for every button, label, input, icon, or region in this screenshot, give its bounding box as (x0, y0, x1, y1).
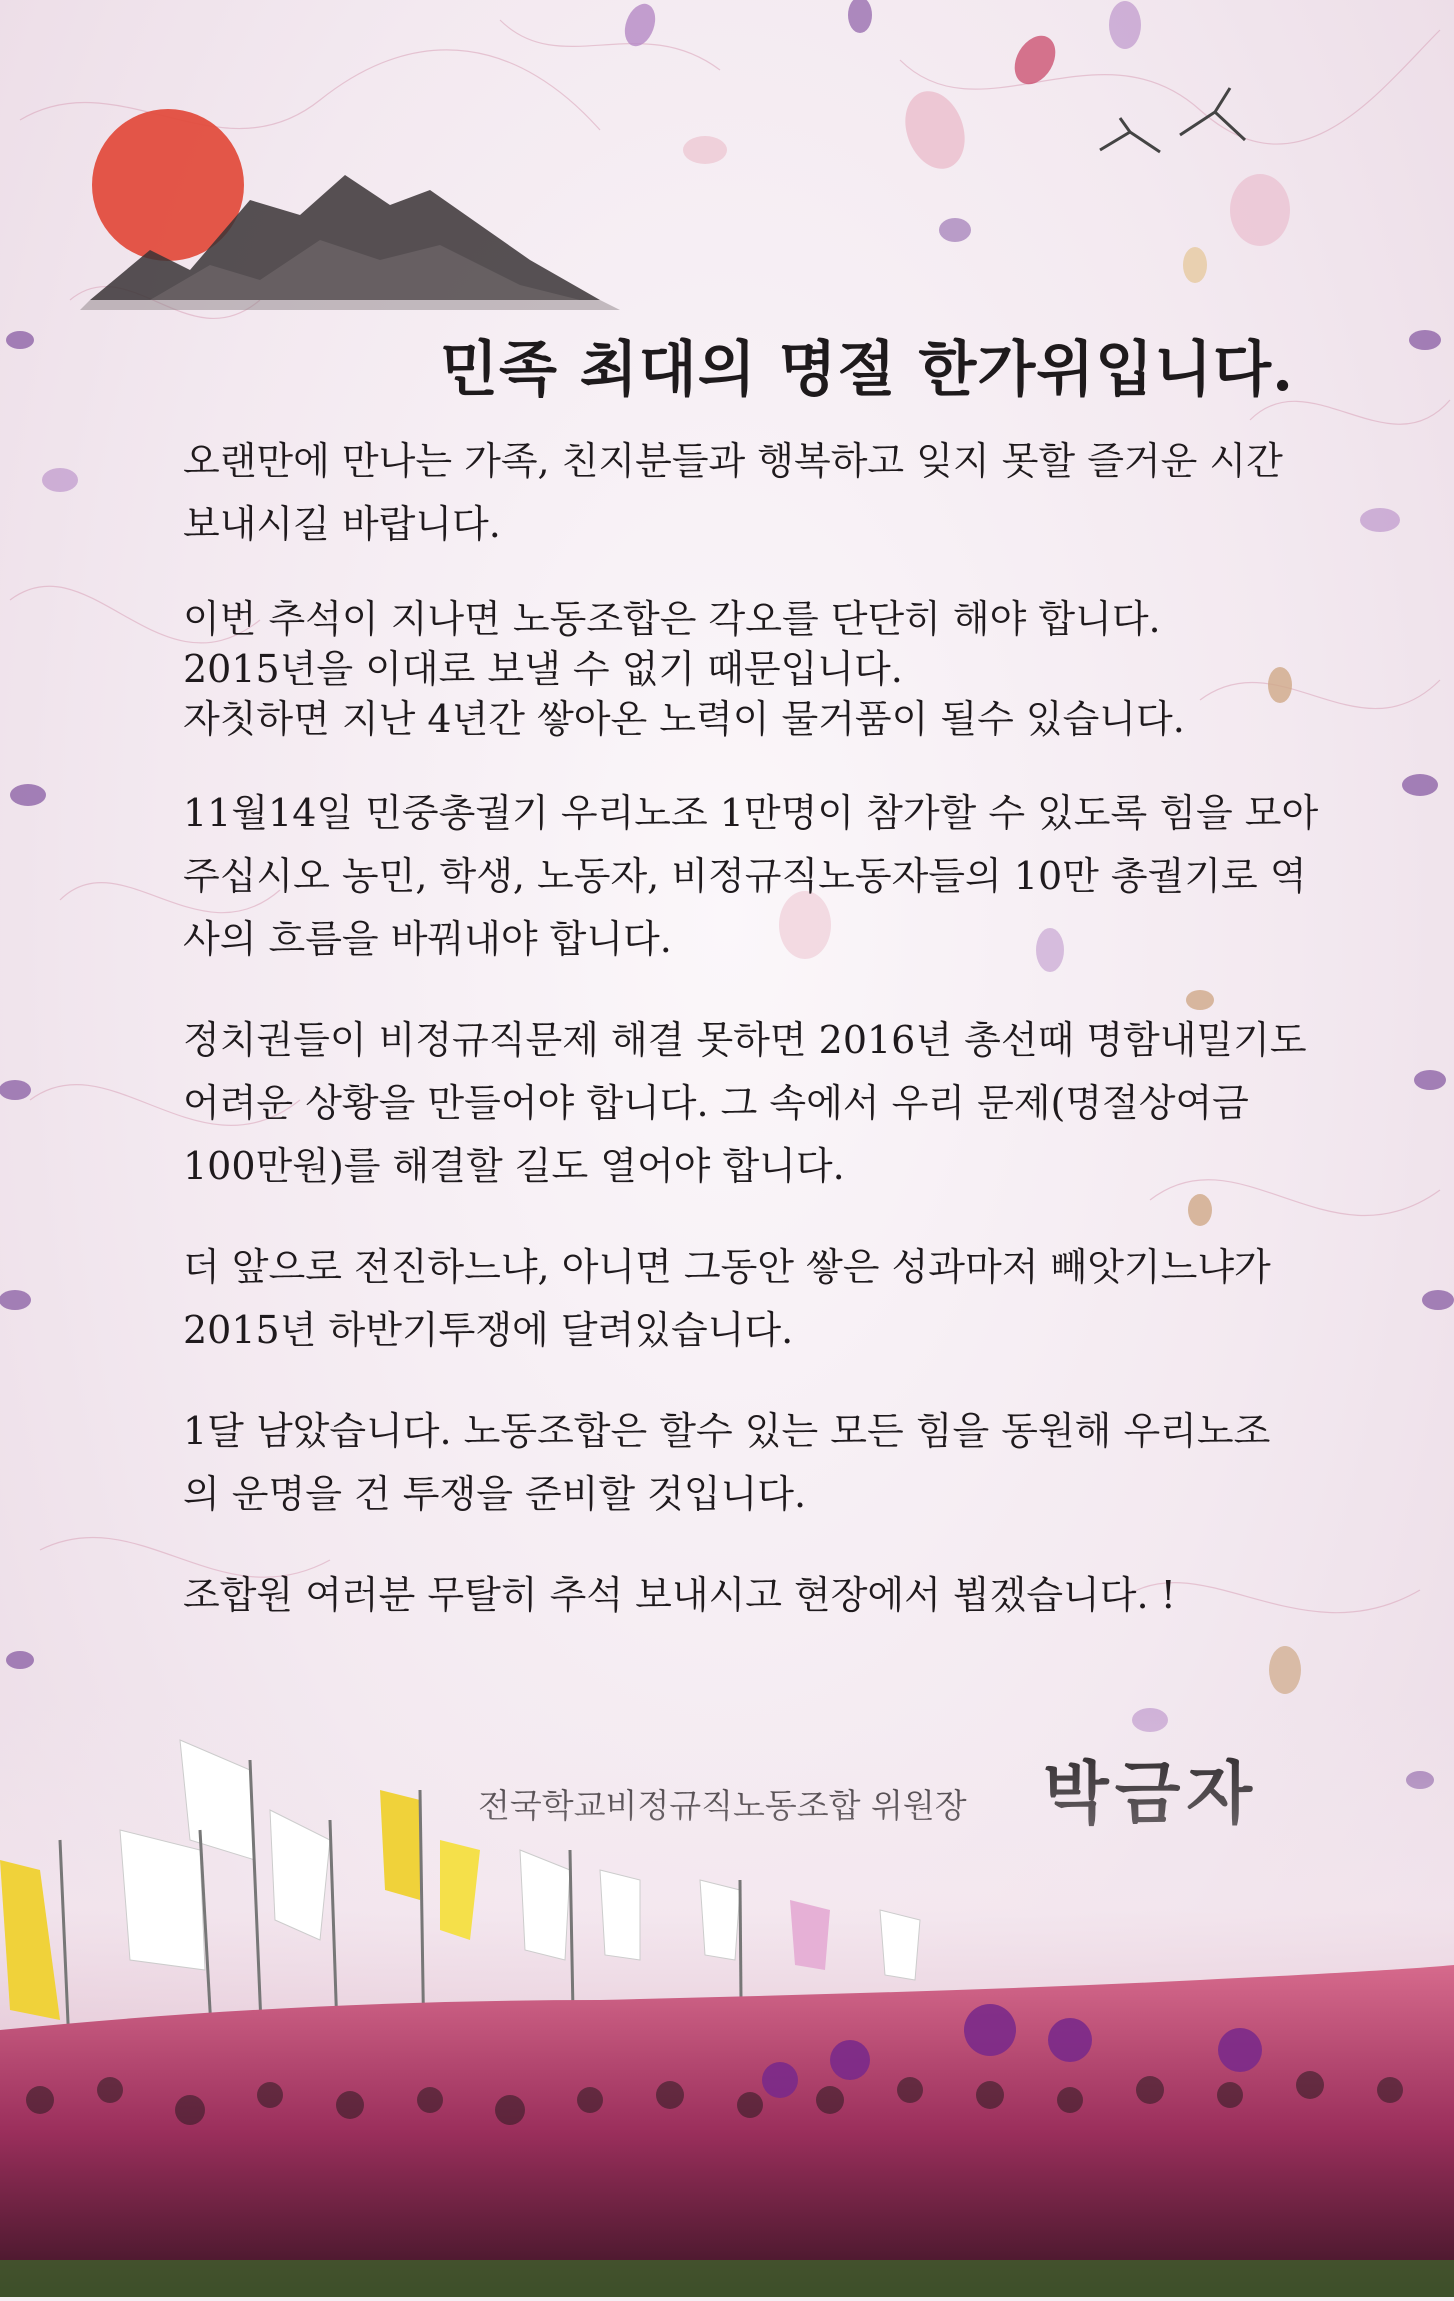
paragraph-line: 1달 남았습니다. 노동조합은 할수 있는 모든 힘을 동원해 우리노조 (183, 1409, 1271, 1453)
paragraph-line: 오랜만에 만나는 가족, 친지분들과 행복하고 잊지 못할 즐거운 시간 (183, 439, 1283, 483)
letter-body (183, 430, 1319, 1627)
paragraph-closing (183, 1564, 1303, 1627)
paragraph-line: 정치권들이 비정규직문제 해결 못하면 2016년 총선때 명함내밀기도 (183, 1018, 1307, 1062)
flying-cranes (1100, 88, 1245, 152)
paragraph-line: 더 앞으로 전진하느냐, 아니면 그동안 쌓은 성과마저 빼앗기느냐가 (183, 1245, 1271, 1289)
crowd-illustration (0, 1700, 1454, 2297)
paragraph-line: 조합원 여러분 무탈히 추석 보내시고 현장에서 뵙겠습니다. ! (183, 1573, 1176, 1617)
paragraph-line: 11월14일 민중총궐기 우리노조 1만명이 참가할 수 있도록 힘을 모아 (183, 791, 1319, 835)
paragraph-forward (183, 1236, 1303, 1362)
paragraph-resolve (183, 594, 1303, 744)
paragraph-rally (183, 782, 1319, 971)
paragraph-greeting (183, 430, 1303, 556)
paragraph-one-month (183, 1400, 1303, 1526)
paragraph-line: 주십시오 농민, 학생, 노동자, 비정규직노동자들의 10만 총궐기로 역 (183, 854, 1307, 898)
crowd-mass (0, 1965, 1454, 2297)
paragraph-line: 사의 흐름을 바꿔내야 합니다. (183, 917, 672, 961)
paragraph-line: 자칫하면 지난 4년간 쌓아온 노력이 물거품이 될수 있습니다. (183, 697, 1185, 741)
paragraph-line: 보내시길 바랍니다. (183, 502, 501, 546)
page-title: 민족 최대의 명절 한가위입니다. (440, 335, 1295, 405)
paragraph-line: 어려운 상황을 만들어야 합니다. 그 속에서 우리 문제(명절상여금 (183, 1081, 1249, 1125)
paragraph-politics (183, 1009, 1307, 1198)
paragraph-line: 2015년을 이대로 보낼 수 없기 때문입니다. (183, 647, 903, 691)
grass-ground (0, 2260, 1454, 2297)
paragraph-line: 의 운명을 건 투쟁을 준비할 것입니다. (183, 1472, 807, 1516)
paragraph-line: 이번 추석이 지나면 노동조합은 각오를 단단히 해야 합니다. (183, 597, 1161, 641)
paragraph-line: 2015년 하반기투쟁에 달려있습니다. (183, 1308, 794, 1352)
paragraph-line: 100만원)를 해결할 길도 열어야 합니다. (183, 1144, 845, 1188)
rally-crowd-photo (0, 1700, 1454, 2297)
